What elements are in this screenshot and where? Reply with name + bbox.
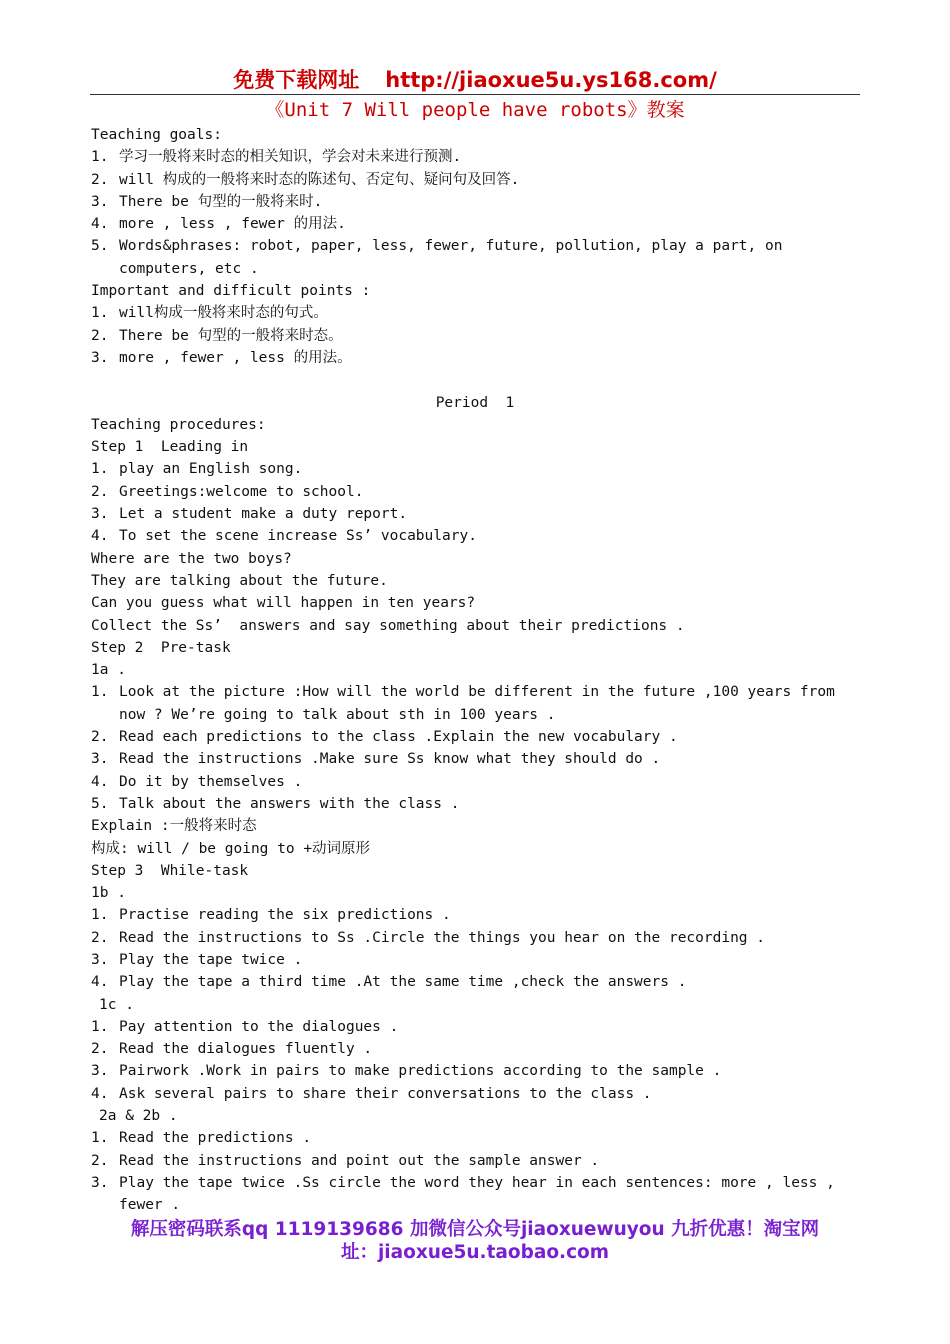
- list-item: [91, 927, 859, 949]
- list-item-number: 1.: [91, 149, 109, 166]
- banner-url[interactable]: http://jiaoxue5u.ys168.com/: [385, 68, 717, 92]
- list-item: [91, 904, 859, 926]
- list-item-number: 1.: [91, 1018, 109, 1035]
- list-item-number: 3.: [91, 1174, 109, 1191]
- list-item: [91, 949, 859, 971]
- list-item: [91, 1060, 859, 1082]
- list-item-number: 1.: [91, 1130, 109, 1147]
- list-item-text: To set the scene increase Ss’ vocabulary.: [119, 528, 477, 545]
- footer-contact: [60, 1218, 890, 1264]
- step3-2a-list: [91, 1127, 859, 1216]
- list-item-number: 2.: [91, 327, 109, 344]
- list-item: [91, 1127, 859, 1149]
- list-item-number: 2.: [91, 171, 109, 188]
- step1-lines: [91, 548, 859, 637]
- list-item: [91, 1172, 859, 1217]
- list-item-text: will构成一般将来时态的句式。: [119, 305, 328, 322]
- list-item: [91, 1150, 859, 1172]
- list-item: [91, 681, 859, 726]
- list-item-number: 3.: [91, 349, 109, 366]
- goals-list: [91, 146, 859, 280]
- list-item: [91, 481, 859, 503]
- list-item: [91, 771, 859, 793]
- list-item-number: 3.: [91, 951, 109, 968]
- sub-heading: 1a .: [91, 662, 126, 679]
- list-item-text: play an English song.: [119, 461, 303, 478]
- list-item: [91, 458, 859, 480]
- list-item-text: more , less , fewer 的用法.: [119, 216, 346, 233]
- list-item-number: 3.: [91, 193, 109, 210]
- list-item-text: more , fewer , less 的用法。: [119, 349, 352, 366]
- footer-line-2[interactable]: 址：jiaoxue5u.taobao.com: [340, 1242, 610, 1263]
- list-item-number: 4.: [91, 974, 109, 991]
- list-item-number: 4.: [91, 528, 109, 545]
- list-item-text: will 构成的一般将来时态的陈述句、否定句、疑问句及回答.: [119, 171, 520, 188]
- list-item: [91, 1038, 859, 1060]
- list-item-text: Ask several pairs to share their conversations to the class .: [119, 1085, 652, 1102]
- footer-line-1: 解压密码联系qq 1119139686 加微信公众号jiaoxuewuyou 九折优惠！淘宝网: [130, 1219, 820, 1240]
- header-divider: [90, 94, 860, 95]
- list-item-number: 1.: [91, 907, 109, 924]
- list-item-number: 5.: [91, 238, 109, 255]
- form-line: 构成: will / be going to +动词原形: [91, 840, 371, 857]
- step-heading: Step 3 While-task: [91, 862, 249, 879]
- list-item-text: Practise reading the six predictions .: [119, 907, 451, 924]
- list-item: [91, 1016, 859, 1038]
- list-item-text: Read each predictions to the class .Explain the new vocabulary .: [119, 729, 678, 746]
- list-item-text: Pay attention to the dialogues .: [119, 1018, 399, 1035]
- document-title: 《Unit 7 Will people have robots》教案: [265, 99, 685, 121]
- text-line: Where are the two boys?: [91, 550, 292, 567]
- step-heading: Step 2 Pre-task: [91, 639, 231, 656]
- list-item-text: Look at the picture :How will the world be different in the future ,100 years from now ? We’re going to talk about sth in 100 years .: [119, 684, 835, 723]
- list-item-number: 3.: [91, 751, 109, 768]
- list-item-text: 学习一般将来时态的相关知识，学会对未来进行预测.: [119, 149, 462, 166]
- list-item-text: There be 句型的一般将来时态。: [119, 327, 343, 344]
- list-item-number: 1.: [91, 461, 109, 478]
- list-item: [91, 748, 859, 770]
- list-item: [91, 325, 859, 347]
- list-item-text: Play the tape twice .Ss circle the word they hear in each sentences: more , less , fewer .: [119, 1174, 835, 1214]
- list-item: [91, 235, 859, 280]
- sub-heading: 1b .: [91, 885, 126, 902]
- text-line: Collect the Ss’ answers and say something about their predictions .: [91, 617, 685, 634]
- list-item: [91, 793, 859, 815]
- list-item: [91, 169, 859, 191]
- step3-1b-list: [91, 904, 859, 993]
- sub-heading: 2a & 2b .: [99, 1108, 178, 1125]
- banner-label: 免费下载网址: [233, 68, 360, 92]
- text-line: They are talking about the future.: [91, 572, 388, 589]
- step3-1c-list: [91, 1016, 859, 1105]
- list-item-number: 4.: [91, 1085, 109, 1102]
- list-item-text: Talk about the answers with the class .: [119, 795, 460, 812]
- list-item-number: 3.: [91, 1063, 109, 1080]
- list-item-text: Pairwork .Work in pairs to make predictions according to the sample .: [119, 1063, 722, 1080]
- list-item-text: Play the tape twice .: [119, 951, 303, 968]
- section-heading: Teaching goals:: [91, 127, 222, 143]
- list-item: [91, 503, 859, 525]
- step1-list: [91, 458, 859, 547]
- list-item-number: 2.: [91, 483, 109, 500]
- list-item: [91, 191, 859, 213]
- step2-list: [91, 681, 859, 815]
- list-item-text: Read the instructions and point out the sample answer .: [119, 1152, 600, 1169]
- explain-line: Explain :一般将来时态: [91, 818, 257, 835]
- list-item-number: 4.: [91, 216, 109, 233]
- list-item-number: 2.: [91, 729, 109, 746]
- list-item: [91, 525, 859, 547]
- list-item-number: 1.: [91, 305, 109, 322]
- list-item-text: There be 句型的一般将来时.: [119, 193, 323, 210]
- list-item-number: 2.: [91, 929, 109, 946]
- list-item-text: Greetings:welcome to school.: [119, 483, 364, 500]
- list-item-text: Words&phrases: robot, paper, less, fewer, future, pollution, play a part, on computers, etc .: [119, 238, 783, 277]
- list-item: [91, 726, 859, 748]
- text-line: Can you guess what will happen in ten years?: [91, 595, 476, 612]
- list-item: [91, 1083, 859, 1105]
- important-list: [91, 302, 859, 369]
- sub-heading: 1c .: [99, 996, 134, 1013]
- list-item-number: 4.: [91, 773, 109, 790]
- list-item: [91, 347, 859, 369]
- list-item-text: Read the predictions .: [119, 1130, 312, 1147]
- download-banner: [0, 66, 950, 94]
- step-heading: Step 1 Leading in: [91, 439, 249, 456]
- list-item: [91, 971, 859, 993]
- list-item-number: 2.: [91, 1152, 109, 1169]
- list-item-number: 5.: [91, 795, 109, 812]
- list-item-text: Read the instructions .Make sure Ss know what they should do .: [119, 751, 661, 768]
- list-item: [91, 146, 859, 168]
- section-heading: Important and difficult points :: [91, 283, 371, 300]
- list-item-text: Do it by themselves .: [119, 773, 303, 790]
- section-heading: Teaching procedures:: [91, 416, 266, 433]
- list-item-number: 3.: [91, 506, 109, 523]
- document-body: [91, 124, 859, 1217]
- list-item-text: Read the instructions to Ss .Circle the things you hear on the recording .: [119, 929, 766, 946]
- list-item-text: Play the tape a third time .At the same time ,check the answers .: [119, 974, 687, 991]
- list-item-number: 1.: [91, 684, 109, 701]
- period-heading: Period 1: [435, 394, 515, 411]
- list-item-text: Let a student make a duty report.: [119, 506, 408, 523]
- list-item-text: Read the dialogues fluently .: [119, 1041, 373, 1058]
- list-item: [91, 213, 859, 235]
- list-item-number: 2.: [91, 1041, 109, 1058]
- list-item: [91, 302, 859, 324]
